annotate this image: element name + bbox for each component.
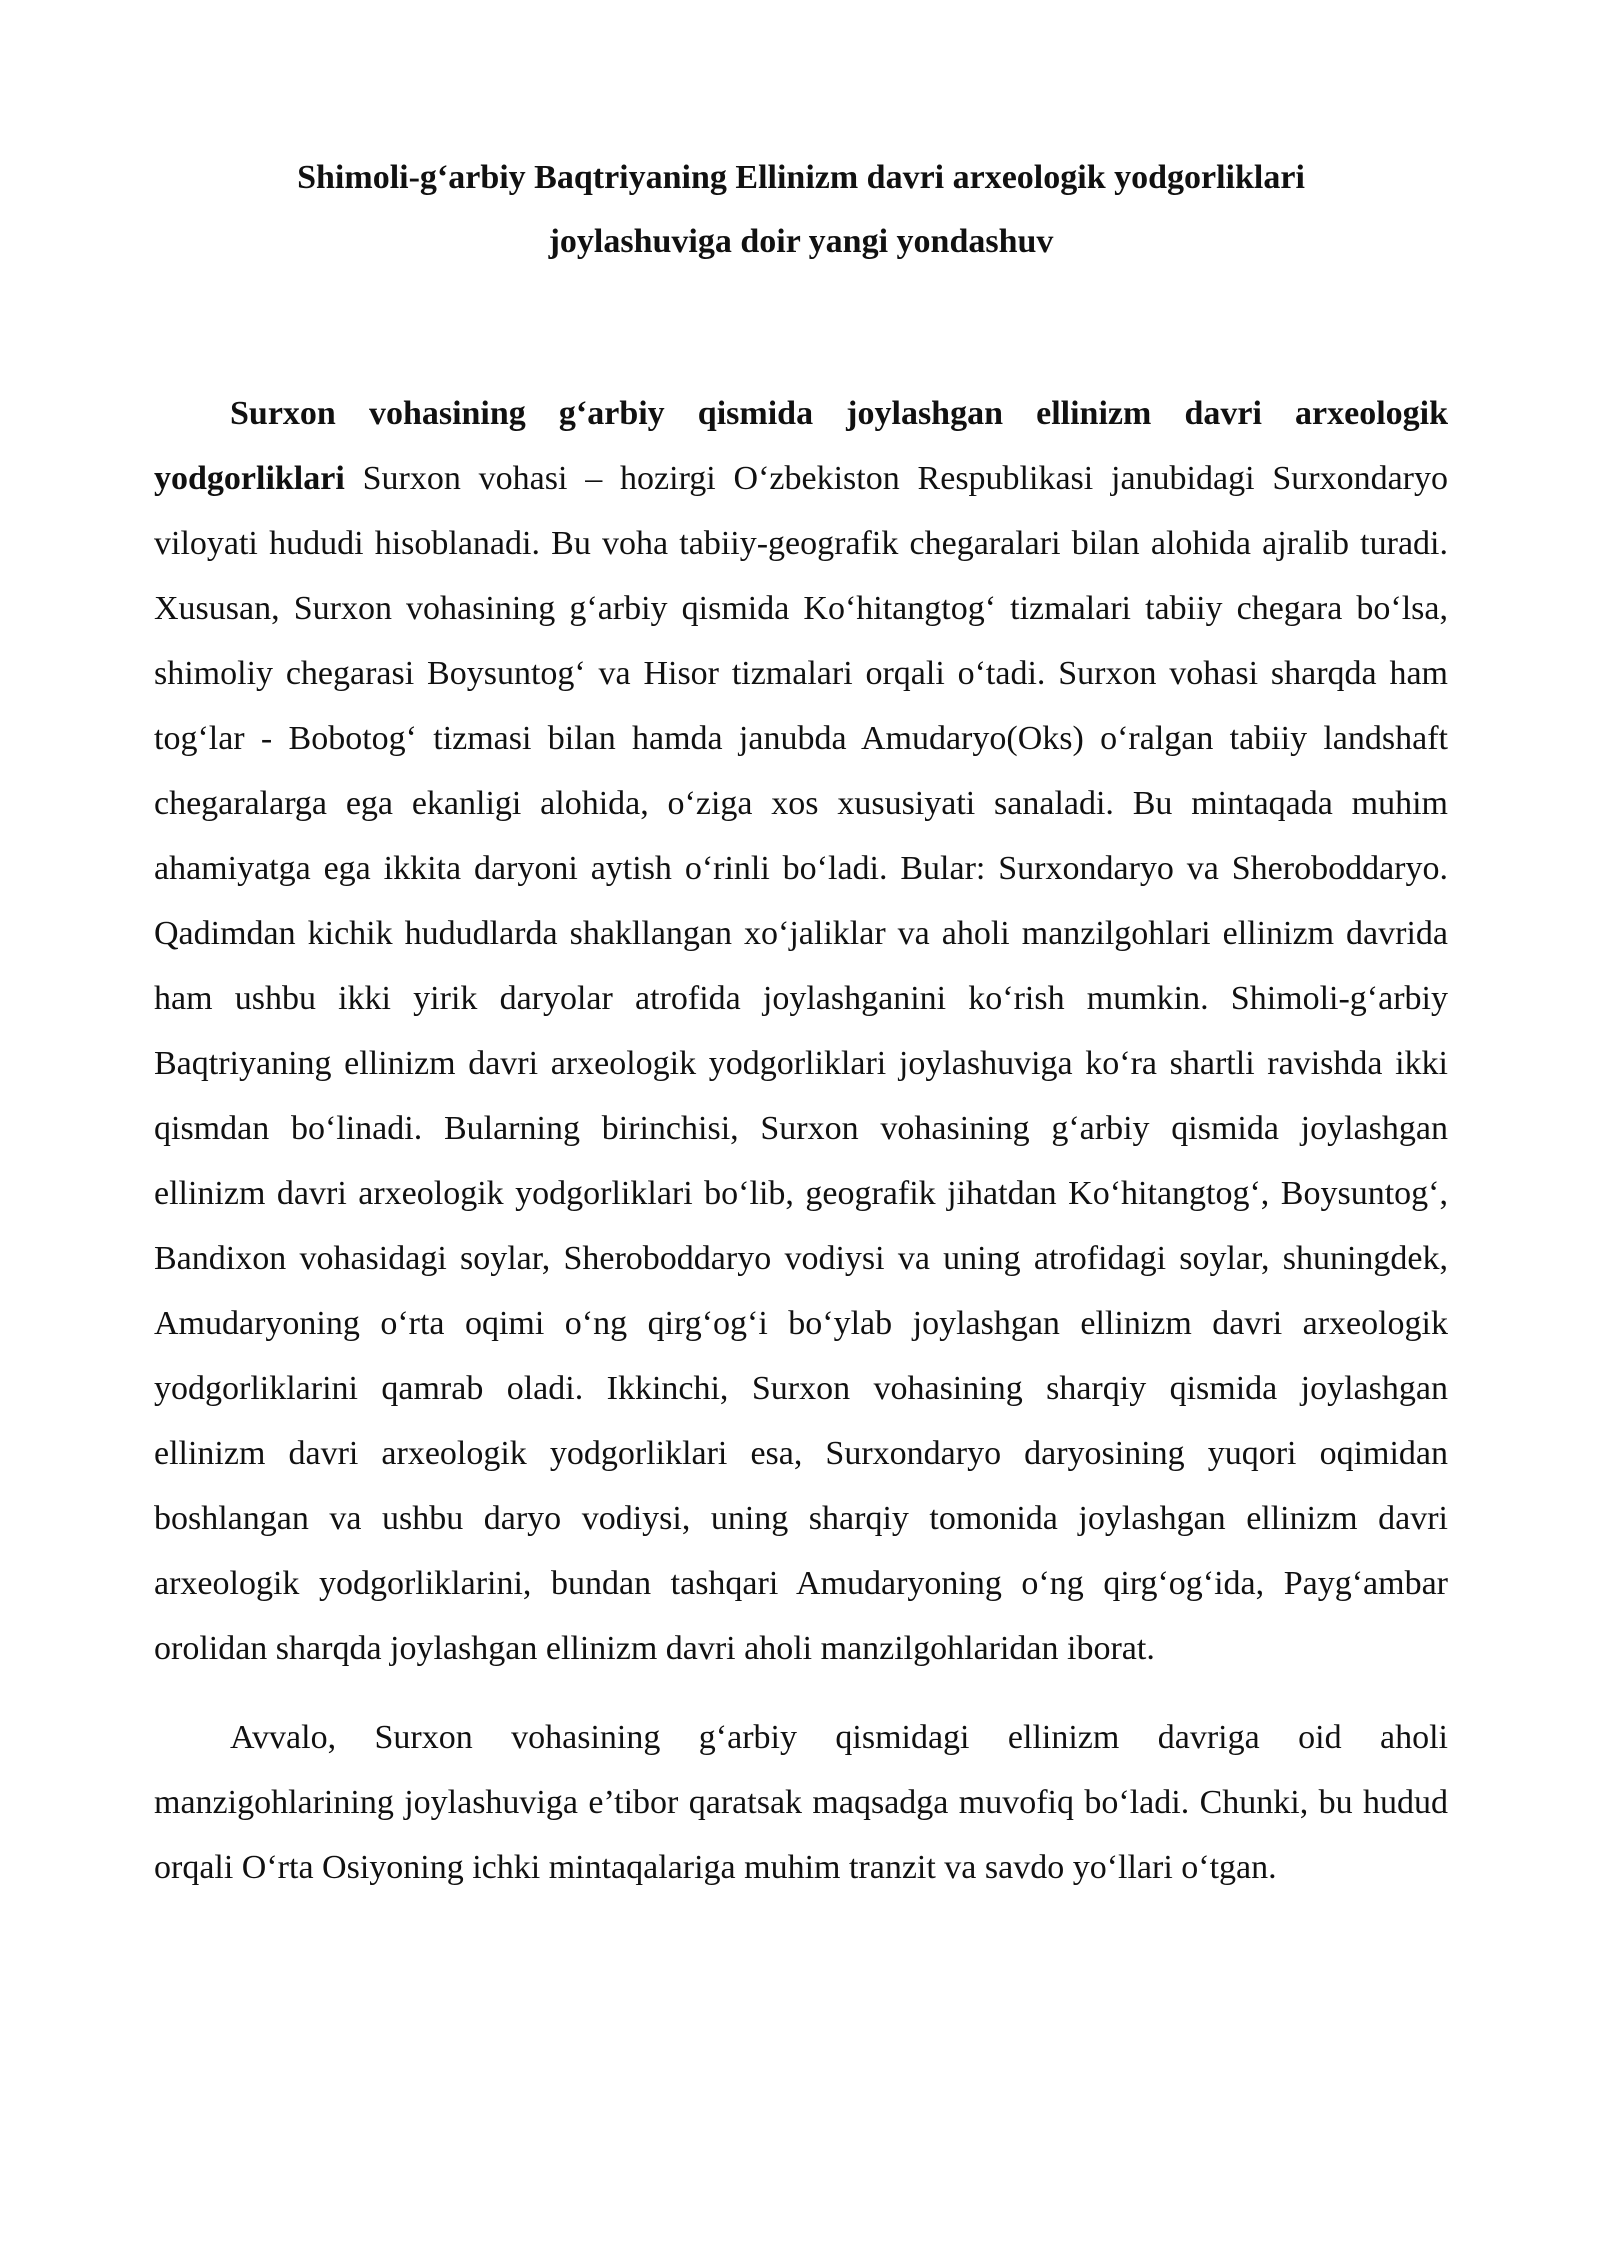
document-body — [154, 381, 1448, 1924]
title-line-2: joylashuviga doir yangi yondashuv — [548, 223, 1054, 260]
paragraph-1 — [154, 381, 1448, 1681]
paragraph-1-text: Surxon vohasi – hozirgi O‘zbekiston Respublikasi janubidagi Surxondaryo viloyati hududi hisoblanadi. Bu voha tabiiy-geografik chegaralari bilan alohida ajralib turadi. Xususan, Surxon vohasining g‘arbiy qismida Ko‘hitangtog‘ tizmalari tabiiy chegara bo‘lsa, shimoliy chegarasi Boysuntog‘ va Hisor tizmalari orqali o‘tadi. Surxon vohasi sharqda ham tog‘lar - Bobotog‘ tizmasi bilan hamda janubda Amudaryo(Oks) o‘ralgan tabiiy landshaft chegaralarga ega ekanligi alohida, o‘ziga xos xususiyati sanaladi. Bu mintaqada muhim ahamiyatga ega ikkita daryoni aytish o‘rinli bo‘ladi. Bular: Surxondaryo va Sheroboddaryo. Qadimdan kichik hududlarda shakllangan xo‘jaliklar va aholi manzilgohlari ellinizm davrida ham ushbu ikki yirik daryolar atrofida joylashganini ko‘rish mumkin. Shimoli-g‘arbiy Baqtriyaning ellinizm davri arxeologik yodgorliklari joylashuviga ko‘ra shartli ravishda ikki qismdan bo‘linadi. Bularning birinchisi, Surxon vohasining g‘arbiy qismida joylashgan ellinizm davri arxeologik yodgorliklari bo‘lib, geografik jihatdan Ko‘hitangtog‘, Boysuntog‘, Bandixon vohasidagi soylar, Sheroboddaryo vodiysi va uning atrofidagi soylar, shuningdek, Amudaryoning o‘rta oqimi o‘ng qirg‘og‘i bo‘ylab joylashgan ellinizm davri arxeologik yodgorliklarini qamrab oladi. Ikkinchi, Surxon vohasining sharqiy qismida joylashgan ellinizm davri arxeologik yodgorliklari esa, Surxondaryo daryosining yuqori oqimidan boshlangan va ushbu daryo vodiysi, uning sharqiy tomonida joylashgan ellinizm davri arxeologik yodgorliklarini, bundan tashqari Amudaryoning o‘ng qirg‘og‘ida, Payg‘ambar orolidan sharqda joylashgan ellinizm davri aholi manzilgohlaridan iborat. — [154, 460, 1448, 1667]
document-title — [154, 146, 1448, 274]
paragraph-2 — [154, 1705, 1448, 1900]
paragraph-2-text: Avvalo, Surxon vohasining g‘arbiy qismidagi ellinizm davriga oid aholi manzigohlarining joylashuviga e’tibor qaratsak maqsadga muvofiq bo‘ladi. Chunki, bu hudud orqali O‘rta Osiyoning ichki mintaqalariga muhim tranzit va savdo yo‘llari o‘tgan. — [154, 1719, 1448, 1886]
title-line-1: Shimoli-g‘arbiy Baqtriyaning Ellinizm davri arxeologik yodgorliklari — [297, 159, 1305, 196]
paragraph-1-lead: Surxon vohasining g‘arbiy qismida joylashgan ellinizm davri arxeologik yodgorliklari — [154, 395, 1448, 497]
